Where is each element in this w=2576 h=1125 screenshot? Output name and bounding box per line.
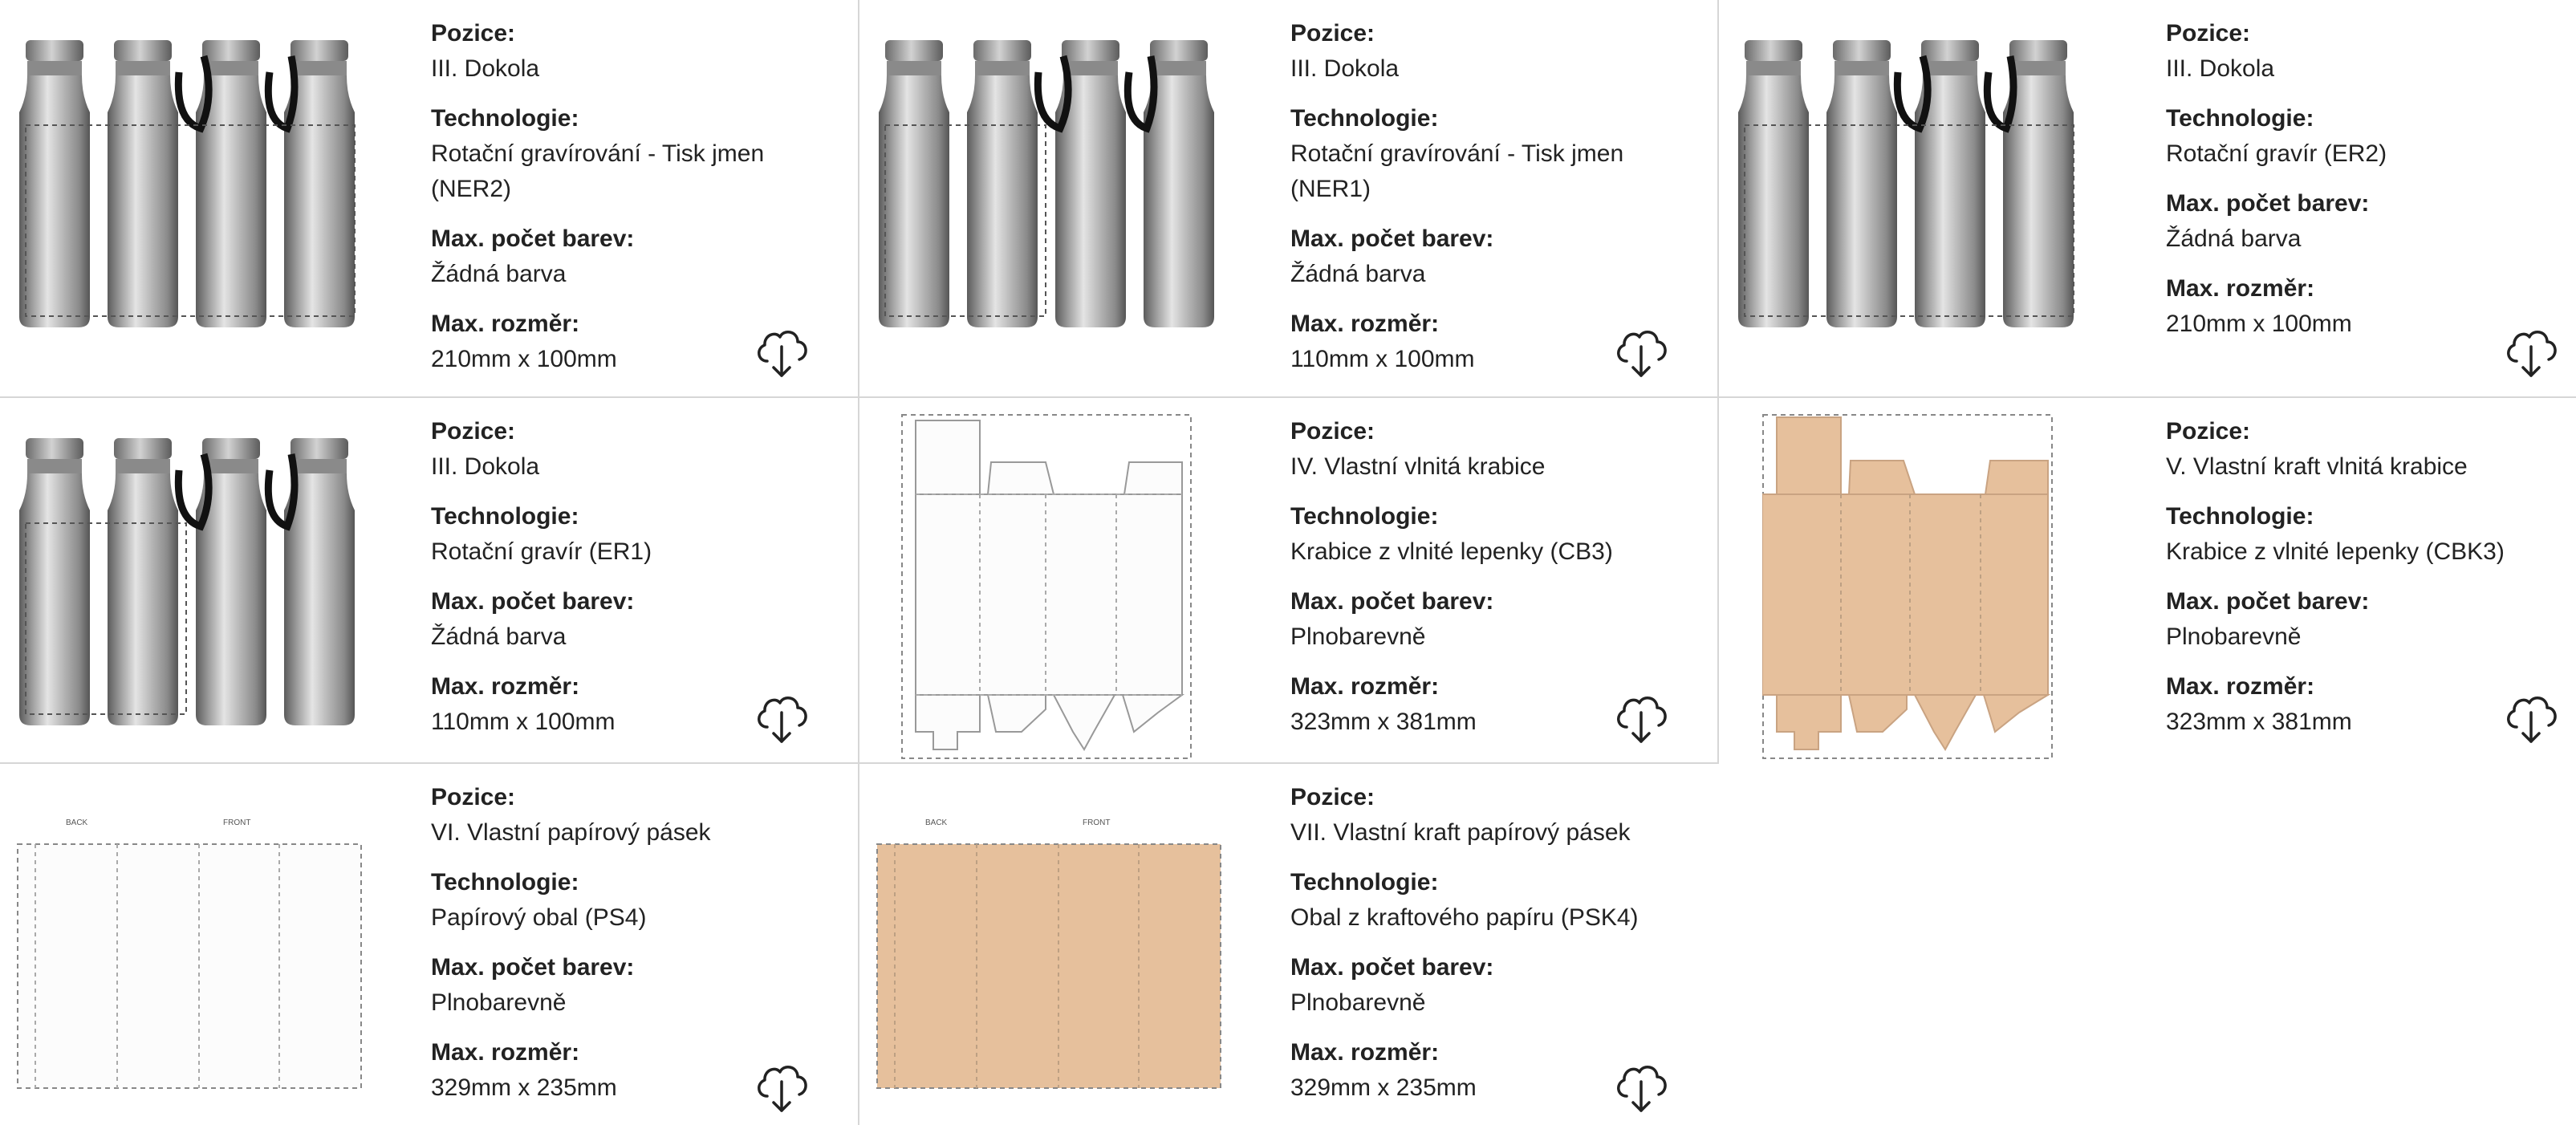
print-position-card <box>859 398 1717 762</box>
max-colors-label: Max. počet barev: <box>1290 225 1494 252</box>
position-value: III. Dokola <box>2166 55 2275 82</box>
cloud-download-icon[interactable] <box>1612 688 1670 746</box>
back-label: BACK <box>925 818 948 827</box>
max-colors-value: Žádná barva <box>431 261 567 287</box>
max-size-label: Max. rozměr: <box>1290 1039 1440 1066</box>
position-value: III. Dokola <box>431 453 540 480</box>
front-label: FRONT <box>1083 818 1111 827</box>
print-position-card <box>0 0 858 396</box>
max-colors-label: Max. počet barev: <box>431 954 635 981</box>
max-size-label: Max. rozměr: <box>431 673 580 700</box>
position-value: V. Vlastní kraft vlnitá krabice <box>2166 453 2468 480</box>
cloud-download-icon[interactable] <box>753 323 811 380</box>
position-label: Pozice: <box>431 418 516 445</box>
max-colors-label: Max. počet barev: <box>2166 588 2370 615</box>
front-label: FRONT <box>223 818 251 827</box>
cloud-download-icon[interactable] <box>753 688 811 746</box>
kraft-box-template <box>1762 414 2053 759</box>
bottles-image <box>874 40 1227 329</box>
position-label: Pozice: <box>1290 784 1375 810</box>
back-label: BACK <box>66 818 88 827</box>
white-box-template <box>901 414 1192 759</box>
max-size-value: 210mm x 100mm <box>2166 311 2352 337</box>
white-sleeve-template <box>16 818 364 1091</box>
technology-label: Technologie: <box>2166 105 2314 132</box>
max-size-label: Max. rozměr: <box>1290 311 1440 337</box>
position-value: VI. Vlastní papírový pásek <box>431 819 711 846</box>
card-info <box>2166 16 2567 356</box>
print-position-card <box>859 764 1717 1125</box>
position-value: III. Dokola <box>1290 55 1400 82</box>
cloud-download-icon[interactable] <box>753 1058 811 1115</box>
position-value: VII. Vlastní kraft papírový pásek <box>1290 819 1631 846</box>
position-label: Pozice: <box>1290 418 1375 445</box>
cloud-download-icon[interactable] <box>1612 1058 1670 1115</box>
print-position-card <box>1719 398 2576 762</box>
max-size-label: Max. rozměr: <box>431 1039 580 1066</box>
position-value: IV. Vlastní vlnitá krabice <box>1290 453 1546 480</box>
max-colors-value: Plnobarevně <box>1290 989 1426 1016</box>
technology-label: Technologie: <box>431 105 579 132</box>
max-size-label: Max. rozměr: <box>2166 275 2315 302</box>
cloud-download-icon[interactable] <box>1612 323 1670 380</box>
position-label: Pozice: <box>1290 20 1375 47</box>
max-size-value: 210mm x 100mm <box>431 346 617 372</box>
print-position-card <box>0 398 858 762</box>
max-size-value: 323mm x 381mm <box>1290 709 1477 735</box>
technology-label: Technologie: <box>431 869 579 896</box>
bottles-image <box>14 40 368 329</box>
max-colors-label: Max. počet barev: <box>431 588 635 615</box>
position-label: Pozice: <box>2166 418 2251 445</box>
technology-value: Rotační gravírování - Tisk jmen (NER1) <box>1290 140 1624 202</box>
technology-value: Rotační gravír (ER1) <box>431 538 652 565</box>
max-colors-label: Max. počet barev: <box>1290 954 1494 981</box>
max-size-value: 110mm x 100mm <box>1290 346 1475 372</box>
technology-value: Rotační gravír (ER2) <box>2166 140 2387 167</box>
position-label: Pozice: <box>2166 20 2251 47</box>
max-size-label: Max. rozměr: <box>1290 673 1440 700</box>
technology-value: Krabice z vlnité lepenky (CB3) <box>1290 538 1613 565</box>
technology-value: Obal z kraftového papíru (PSK4) <box>1290 904 1639 931</box>
print-position-card <box>859 0 1717 396</box>
position-value: III. Dokola <box>431 55 540 82</box>
max-colors-value: Žádná barva <box>2166 225 2302 252</box>
max-size-value: 329mm x 235mm <box>431 1074 617 1101</box>
max-size-value: 329mm x 235mm <box>1290 1074 1477 1101</box>
max-colors-value: Plnobarevně <box>1290 623 1426 650</box>
max-size-value: 323mm x 381mm <box>2166 709 2352 735</box>
technology-label: Technologie: <box>431 503 579 530</box>
max-size-label: Max. rozměr: <box>2166 673 2315 700</box>
technology-value: Rotační gravírování - Tisk jmen (NER2) <box>431 140 765 202</box>
max-colors-value: Žádná barva <box>1290 261 1426 287</box>
cloud-download-icon[interactable] <box>2502 688 2560 746</box>
max-colors-label: Max. počet barev: <box>1290 588 1494 615</box>
max-colors-value: Plnobarevně <box>2166 623 2302 650</box>
technology-label: Technologie: <box>1290 105 1439 132</box>
bottles-image <box>1733 40 2086 329</box>
bottles-image <box>14 438 368 727</box>
max-colors-value: Plnobarevně <box>431 989 567 1016</box>
max-colors-label: Max. počet barev: <box>431 225 635 252</box>
technology-label: Technologie: <box>1290 503 1439 530</box>
max-colors-label: Max. počet barev: <box>2166 190 2370 217</box>
technology-label: Technologie: <box>1290 869 1439 896</box>
position-label: Pozice: <box>431 784 516 810</box>
max-size-label: Max. rozměr: <box>431 311 580 337</box>
technology-label: Technologie: <box>2166 503 2314 530</box>
max-size-value: 110mm x 100mm <box>431 709 616 735</box>
kraft-sleeve-template <box>876 818 1224 1091</box>
print-position-card <box>1719 0 2576 396</box>
cloud-download-icon[interactable] <box>2502 323 2560 380</box>
technology-value: Krabice z vlnité lepenky (CBK3) <box>2166 538 2505 565</box>
print-position-card <box>0 764 858 1125</box>
position-label: Pozice: <box>431 20 516 47</box>
max-colors-value: Žádná barva <box>431 623 567 650</box>
technology-value: Papírový obal (PS4) <box>431 904 647 931</box>
